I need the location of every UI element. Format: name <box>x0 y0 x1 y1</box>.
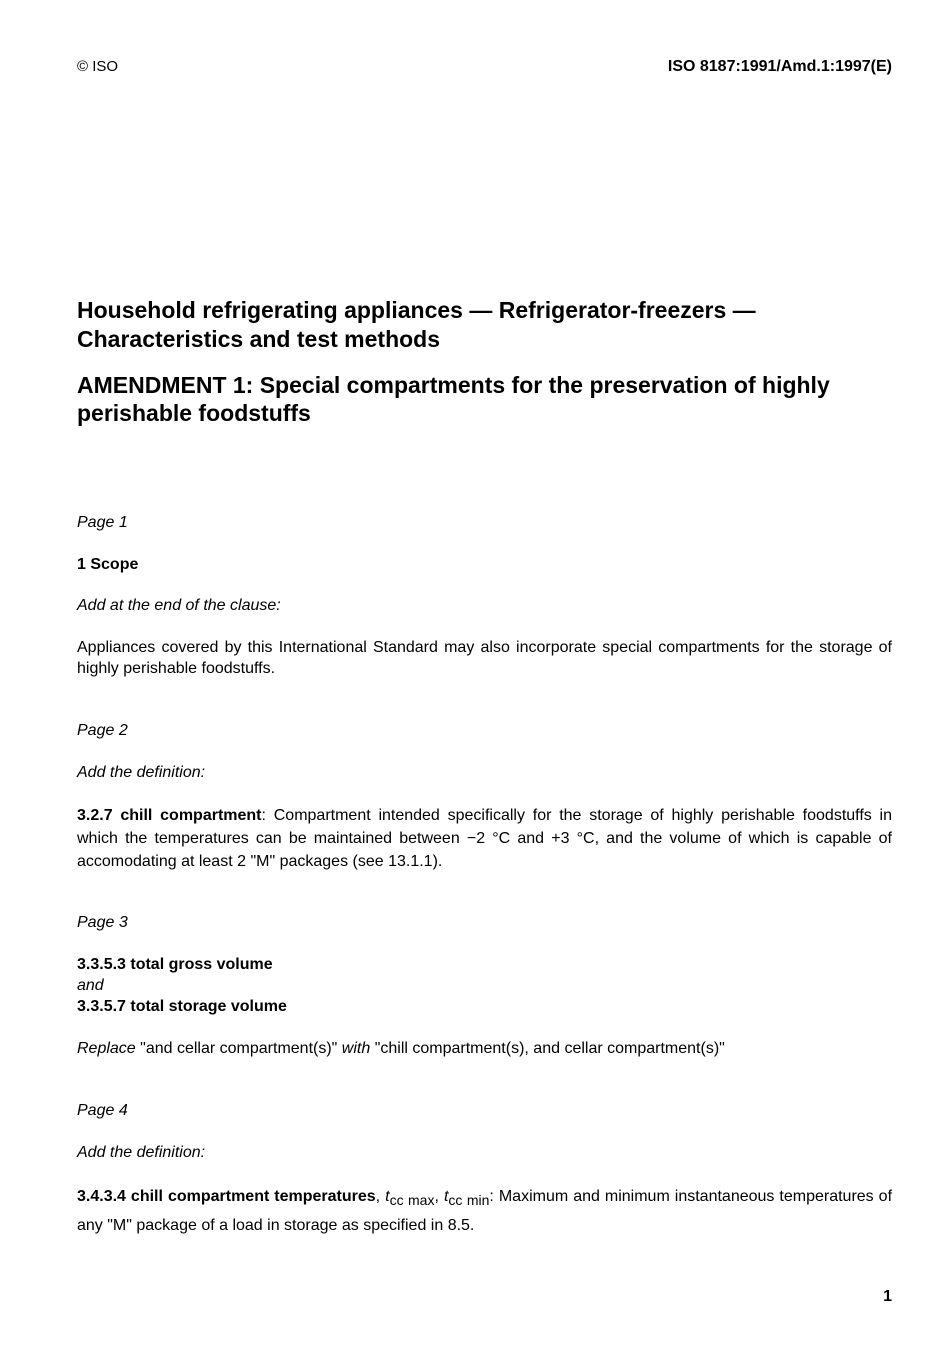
heading-3-3-5-3: 3.3.5.3 total gross volume <box>77 956 273 973</box>
replace-new-text: "chill compartment(s), and cellar compartment(s)" <box>370 1040 725 1057</box>
definition-3-4-3-4 <box>77 1184 892 1239</box>
page-ref-2: Page 2 <box>77 722 128 739</box>
page-ref-3: Page 3 <box>77 914 128 931</box>
separator-2: , <box>434 1188 444 1205</box>
replace-instruction <box>77 1038 892 1059</box>
scope-body: Appliances covered by this International Standard may also incorporate special compartments for the storage of highly perishable foodstuffs. <box>77 639 892 677</box>
title-line-2: Characteristics and test methods <box>77 326 441 352</box>
document-title <box>77 296 892 354</box>
definition-instruction-4: Add the definition: <box>77 1144 206 1161</box>
and-connector: and <box>77 977 104 994</box>
definition-text-3-2-7: : Compartment intended specifically for the storage of highly perishable foodstuffs in which the temperatures can be maintained between −2 °C and +3 °C, and the volume of which is capable of accomodating at least 2 "M" packages (see 13.1.1). <box>77 807 893 870</box>
amendment-subtitle: AMENDMENT 1: Special compartments for the preservation of highly perishable foodstuffs <box>77 372 830 426</box>
term-3-4-3-4: 3.4.3.4 chill compartment temperatures <box>77 1188 376 1205</box>
symbol-sub-cc-max: cc max <box>389 1192 435 1208</box>
page-number: 1 <box>883 1288 892 1305</box>
page-ref-1: Page 1 <box>77 514 128 531</box>
term-3-2-7: 3.2.7 chill compartment <box>77 807 262 824</box>
with-word: with <box>341 1040 371 1057</box>
scope-instruction: Add at the end of the clause: <box>77 597 281 614</box>
replace-word: Replace <box>77 1040 136 1057</box>
symbol-t-2: t <box>443 1188 449 1205</box>
definition-3-2-7 <box>77 804 892 873</box>
definition-instruction-2: Add the definition: <box>77 764 206 781</box>
symbol-sub-cc-min: cc min <box>448 1192 490 1208</box>
page-ref-4: Page 4 <box>77 1102 128 1119</box>
copyright-notice: © ISO <box>77 58 119 75</box>
separator-1: , <box>375 1188 386 1205</box>
definition-text-3-4-3-4: : Maximum and minimum instantaneous temperatures of any "M" package of a load in storage as specified in 8.5. <box>77 1188 893 1234</box>
title-line-1: Household refrigerating appliances — Refrigerator-freezers — <box>77 297 756 323</box>
scope-heading: 1 Scope <box>77 556 139 573</box>
heading-3-3-5-7: 3.3.5.7 total storage volume <box>77 998 287 1015</box>
symbol-t-1: t <box>385 1188 390 1205</box>
replace-old-text: "and cellar compartment(s)" <box>135 1040 342 1057</box>
document-id: ISO 8187:1991/Amd.1:1997(E) <box>667 58 892 75</box>
